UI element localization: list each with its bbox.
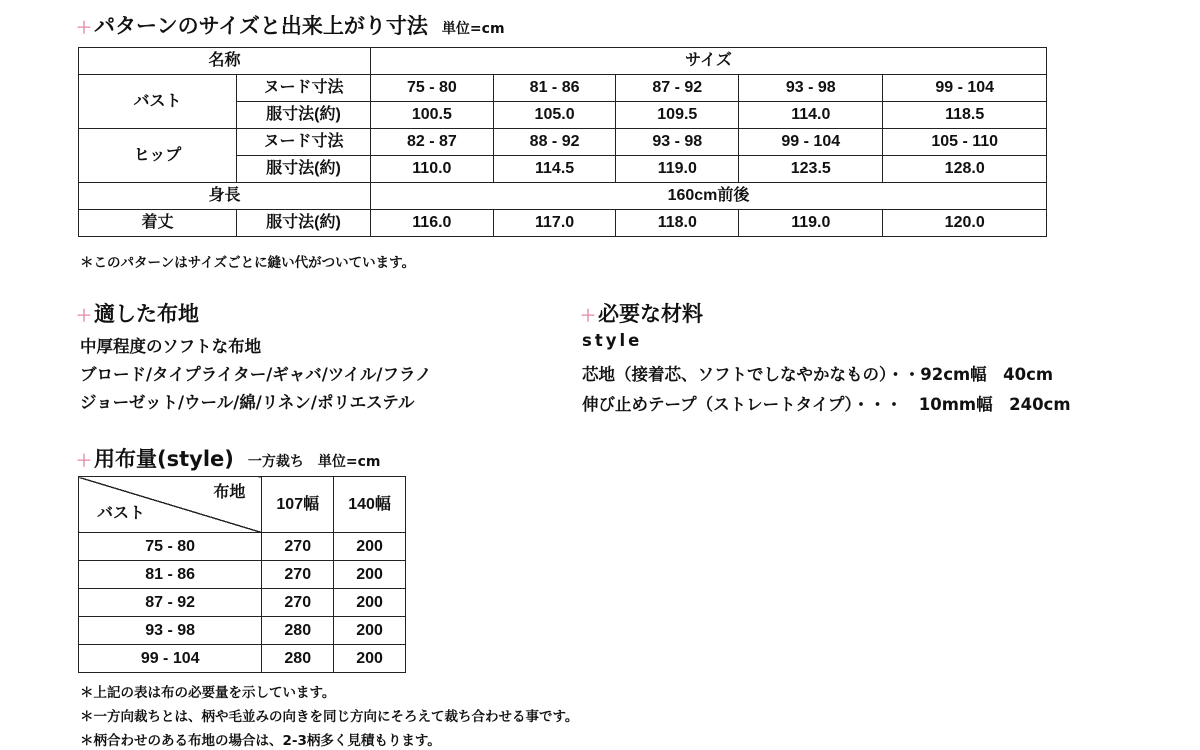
- corner-fabric-label: 布地: [213, 484, 246, 501]
- hip-label: ヒップ: [79, 129, 237, 183]
- table-cell: 109.5: [616, 102, 739, 129]
- table-cell: 87 - 92: [79, 589, 262, 617]
- table-cell: 119.0: [739, 210, 883, 237]
- table-row: [79, 183, 1047, 210]
- table-row: [79, 533, 406, 561]
- size-table: [78, 47, 1047, 237]
- yardage-note: ＊一方向裁ちとは、柄や毛並みの向きを同じ方向にそろえて裁ち合わせる事です。: [80, 709, 579, 725]
- style-label: style: [582, 331, 643, 350]
- table-cell: 200: [334, 645, 406, 673]
- table-cell: 87 - 92: [616, 75, 739, 102]
- size-section-title: パターンのサイズと出来上がり寸法: [94, 14, 428, 38]
- table-cell: 93 - 98: [739, 75, 883, 102]
- yardage-note: ＊柄合わせのある布地の場合は、2-3柄多く見積もります。: [80, 733, 441, 749]
- table-cell: 270: [262, 533, 334, 561]
- yardage-table: [78, 476, 406, 673]
- materials-section-heading: [580, 298, 703, 328]
- table-row: [79, 210, 1047, 237]
- table-cell: 118.0: [616, 210, 739, 237]
- table-cell: 119.0: [616, 156, 739, 183]
- table-row: [79, 75, 1047, 102]
- table-cell: 118.5: [883, 102, 1047, 129]
- header-name: 名称: [79, 48, 371, 75]
- size-section-unit: 単位=cm: [441, 21, 505, 37]
- table-cell: 270: [262, 561, 334, 589]
- plus-icon: ＋: [76, 18, 93, 37]
- table-cell: 200: [334, 617, 406, 645]
- table-cell: 75 - 80: [79, 533, 262, 561]
- table-cell: 270: [262, 589, 334, 617]
- table-cell: 99 - 104: [79, 645, 262, 673]
- fabric-line: 中厚程度のソフトな布地: [80, 337, 262, 356]
- table-row: [79, 589, 406, 617]
- yardage-note: ＊上記の表は布の必要量を示しています。: [80, 685, 336, 701]
- size-section-heading: [76, 10, 505, 40]
- nude-label: ヌード寸法: [237, 129, 371, 156]
- plus-icon: ＋: [76, 451, 93, 470]
- width-header: 140幅: [334, 477, 406, 533]
- table-cell: 116.0: [371, 210, 494, 237]
- table-cell: 81 - 86: [493, 75, 616, 102]
- fabric-line: ブロード/タイプライター/ギャバ/ツイル/フラノ: [80, 365, 432, 384]
- fabric-section-title: 適した布地: [94, 302, 200, 326]
- table-cell: 99 - 104: [739, 129, 883, 156]
- table-cell: 100.5: [371, 102, 494, 129]
- material-item: 芯地（接着芯、ソフトでしなやかなもの）・・92cm幅 40cm: [582, 365, 1054, 384]
- material-item: 伸び止めテープ（ストレートタイプ）・・・ 10mm幅 240cm: [582, 395, 1071, 414]
- yardage-section-title: 用布量(style): [94, 447, 234, 471]
- yardage-section-heading: [76, 443, 381, 473]
- table-cell: 200: [334, 589, 406, 617]
- table-cell: 200: [334, 561, 406, 589]
- size-note: ＊このパターンはサイズごとに縫い代がついています。: [80, 255, 416, 271]
- header-size: サイズ: [371, 48, 1047, 75]
- table-cell: 280: [262, 645, 334, 673]
- table-row: [79, 561, 406, 589]
- table-cell: 99 - 104: [883, 75, 1047, 102]
- table-cell: 114.5: [493, 156, 616, 183]
- table-row: [79, 617, 406, 645]
- table-cell: 120.0: [883, 210, 1047, 237]
- table-row: [79, 645, 406, 673]
- fabric-section-heading: [76, 298, 199, 328]
- table-cell: 75 - 80: [371, 75, 494, 102]
- table-row: [79, 48, 1047, 75]
- fabric-line: ジョーゼット/ウール/綿/リネン/ポリエステル: [80, 393, 415, 412]
- table-cell: 117.0: [493, 210, 616, 237]
- nude-label: ヌード寸法: [237, 75, 371, 102]
- materials-section-title: 必要な材料: [598, 302, 704, 326]
- table-cell: 114.0: [739, 102, 883, 129]
- table-cell: 93 - 98: [79, 617, 262, 645]
- table-cell: 110.0: [371, 156, 494, 183]
- table-cell: 93 - 98: [616, 129, 739, 156]
- yardage-unit: 単位=cm: [317, 454, 381, 470]
- plus-icon: ＋: [580, 306, 597, 325]
- table-row: [79, 129, 1047, 156]
- bust-label: バスト: [79, 75, 237, 129]
- table-cell: 82 - 87: [371, 129, 494, 156]
- table-cell: 128.0: [883, 156, 1047, 183]
- table-cell: 280: [262, 617, 334, 645]
- table-cell: 81 - 86: [79, 561, 262, 589]
- corner-bust-label: バスト: [97, 505, 146, 522]
- table-cell: 88 - 92: [493, 129, 616, 156]
- garment-label: 服寸法(約): [237, 156, 371, 183]
- table-cell: 105 - 110: [883, 129, 1047, 156]
- height-label: 身長: [79, 183, 371, 210]
- table-cell: 200: [334, 533, 406, 561]
- width-header: 107幅: [262, 477, 334, 533]
- plus-icon: ＋: [76, 306, 93, 325]
- length-label: 着丈: [79, 210, 237, 237]
- height-value: 160cm前後: [371, 183, 1047, 210]
- table-row: [79, 477, 406, 533]
- garment-label: 服寸法(約): [237, 210, 371, 237]
- table-cell: 105.0: [493, 102, 616, 129]
- garment-label: 服寸法(約): [237, 102, 371, 129]
- corner-cell: [79, 477, 262, 533]
- table-cell: 123.5: [739, 156, 883, 183]
- yardage-cut-type: 一方裁ち: [247, 454, 304, 470]
